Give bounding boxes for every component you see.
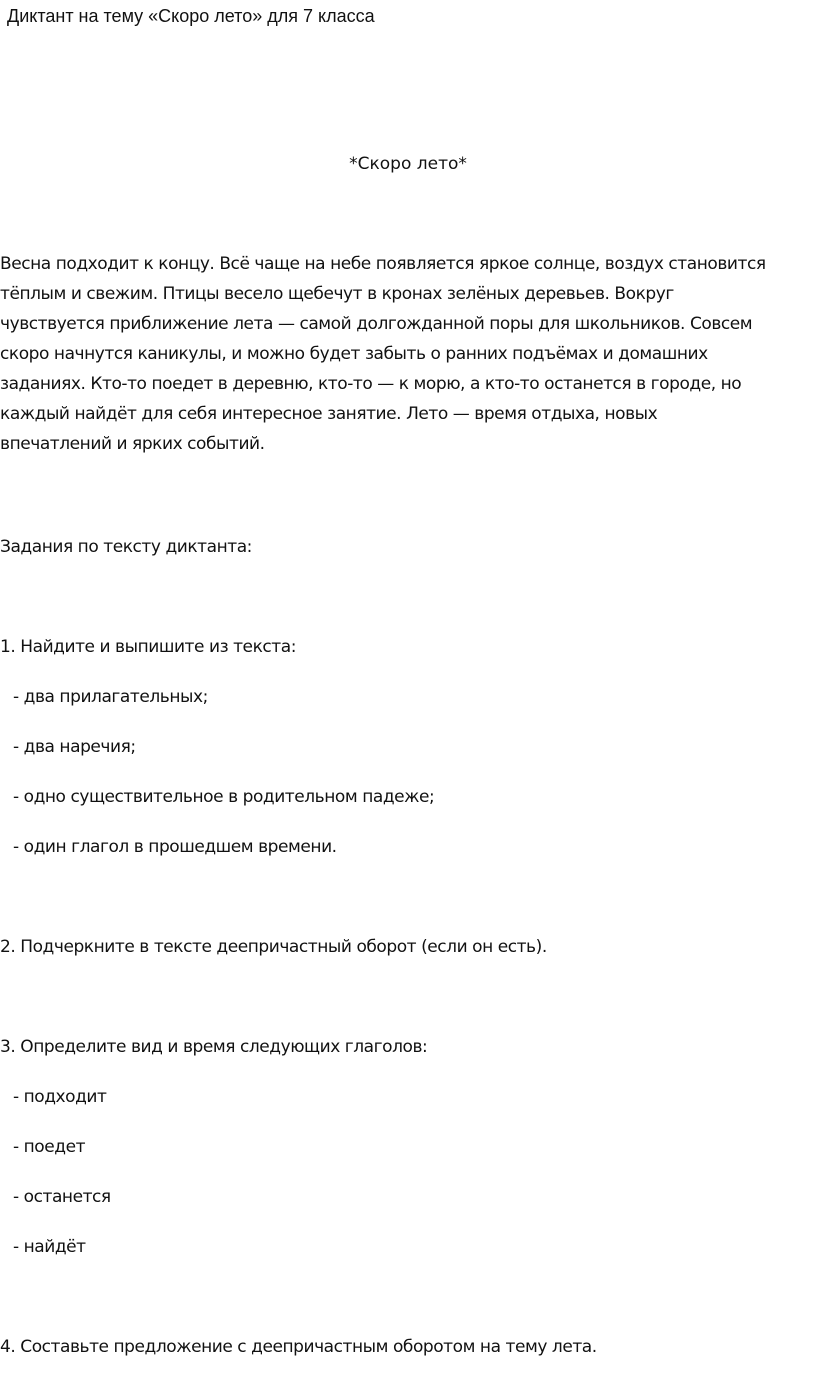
text-line: каждый найдёт для себя интересное занятие. Лето — время отдыха, новых xyxy=(0,404,658,424)
task-3-item: - останется xyxy=(13,1187,111,1207)
task-1-item: - одно существительное в родительном падеже; xyxy=(13,787,435,807)
task-1: 1. Найдите и выпишите из текста: xyxy=(0,637,296,657)
text-line: Весна подходит к концу. Всё чаще на небе появляется яркое солнце, воздух становится xyxy=(0,254,766,274)
task-1-item: - два прилагательных; xyxy=(13,687,208,707)
text-line: заданиях. Кто-то поедет в деревню, кто-то — к морю, а кто-то останется в городе, но xyxy=(0,374,742,394)
text-line: впечатлений и ярких событий. xyxy=(0,434,265,454)
task-3-item: - подходит xyxy=(13,1087,107,1107)
task-4: 4. Составьте предложение с деепричастным оборотом на тему лета. xyxy=(0,1337,597,1357)
document-header: Диктант на тему «Скоро лето» для 7 класса xyxy=(7,6,375,26)
dictation-text xyxy=(0,249,816,459)
task-3-item: - найдёт xyxy=(13,1237,86,1257)
text-line: чувствуется приближение лета — самой долгожданной поры для школьников. Совсем xyxy=(0,314,753,334)
text-line: тёплым и свежим. Птицы весело щебечут в кронах зелёных деревьев. Вокруг xyxy=(0,284,674,304)
dictation-title: *Скоро лето* xyxy=(349,154,467,174)
text-line: скоро начнутся каникулы, и можно будет забыть о ранних подъёмах и домашних xyxy=(0,344,708,364)
tasks-heading: Задания по тексту диктанта: xyxy=(0,537,252,557)
task-1-item: - два наречия; xyxy=(13,737,136,757)
task-3-item: - поедет xyxy=(13,1137,86,1157)
task-3: 3. Определите вид и время следующих глаголов: xyxy=(0,1037,428,1057)
task-2: 2. Подчеркните в тексте деепричастный оборот (если он есть). xyxy=(0,937,547,957)
task-1-item: - один глагол в прошедшем времени. xyxy=(13,837,337,857)
